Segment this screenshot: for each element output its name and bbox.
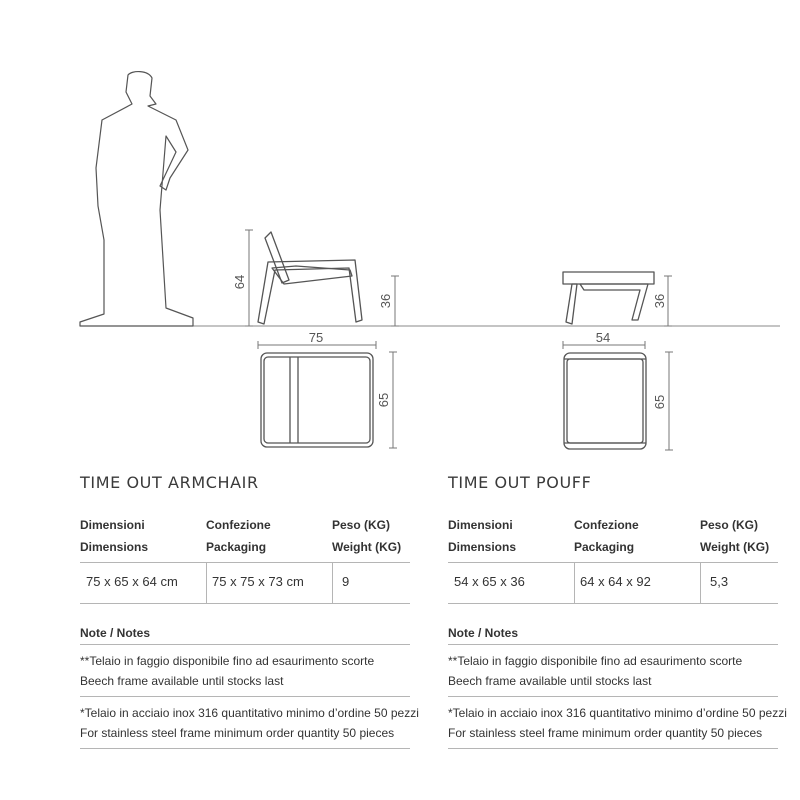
header-weight: Peso (KG) Weight (KG) <box>332 518 402 554</box>
pouff-depth-label: 65 <box>652 394 667 410</box>
pouff-top-view <box>564 353 646 449</box>
notes-title: Note / Notes <box>448 626 519 640</box>
note-steel-frame: *Telaio in acciaio inox 316 quantitativo minimo d’ordine 50 pezzi For stainless steel frame minimum order quantity 50 pieces <box>448 696 778 749</box>
armchair-seat-label: 36 <box>378 293 393 309</box>
spec-table-header <box>448 514 778 562</box>
armchair-depth-label: 65 <box>376 392 391 408</box>
header-weight: Peso (KG) Weight (KG) <box>700 518 770 554</box>
header-packaging: Confezione Packaging <box>206 518 271 554</box>
value-weight: 9 <box>342 574 350 589</box>
product-title: TIME OUT POUFF <box>448 473 592 492</box>
spec-table-header <box>80 514 410 562</box>
pouff-side-view <box>563 272 654 324</box>
armchair-spec-panel <box>80 470 419 749</box>
value-dimensions: 54 x 65 x 36 <box>454 574 525 589</box>
pouff-width-label: 54 <box>595 330 611 345</box>
header-packaging: Confezione Packaging <box>574 518 639 554</box>
armchair-height-label: 64 <box>232 274 247 290</box>
value-dimensions: 75 x 65 x 64 cm <box>86 574 178 589</box>
note-steel-frame: *Telaio in acciaio inox 316 quantitativo minimo d’ordine 50 pezzi For stainless steel frame minimum order quantity 50 pieces <box>80 696 410 749</box>
armchair-width-label: 75 <box>308 330 324 345</box>
pouff-height-label: 36 <box>652 293 667 309</box>
armchair-side-view <box>258 232 362 324</box>
notes-title: Note / Notes <box>80 626 151 640</box>
note-beech-frame: **Telaio in faggio disponibile fino ad esaurimento scorte Beech frame available until stocks last <box>448 644 778 696</box>
value-packaging: 75 x 75 x 73 cm <box>212 574 304 589</box>
spec-table-row <box>80 562 410 604</box>
header-dimensions: Dimensioni Dimensions <box>80 518 149 554</box>
header-dimensions: Dimensioni Dimensions <box>448 518 517 554</box>
value-packaging: 64 x 64 x 92 <box>580 574 651 589</box>
product-title: TIME OUT ARMCHAIR <box>80 473 259 492</box>
spec-table-row <box>448 562 778 604</box>
armchair-top-view <box>261 353 373 447</box>
note-beech-frame: **Telaio in faggio disponibile fino ad esaurimento scorte Beech frame available until stocks last <box>80 644 410 696</box>
value-weight: 5,3 <box>710 574 729 589</box>
human-silhouette <box>80 72 193 326</box>
pouff-spec-panel <box>448 470 787 749</box>
